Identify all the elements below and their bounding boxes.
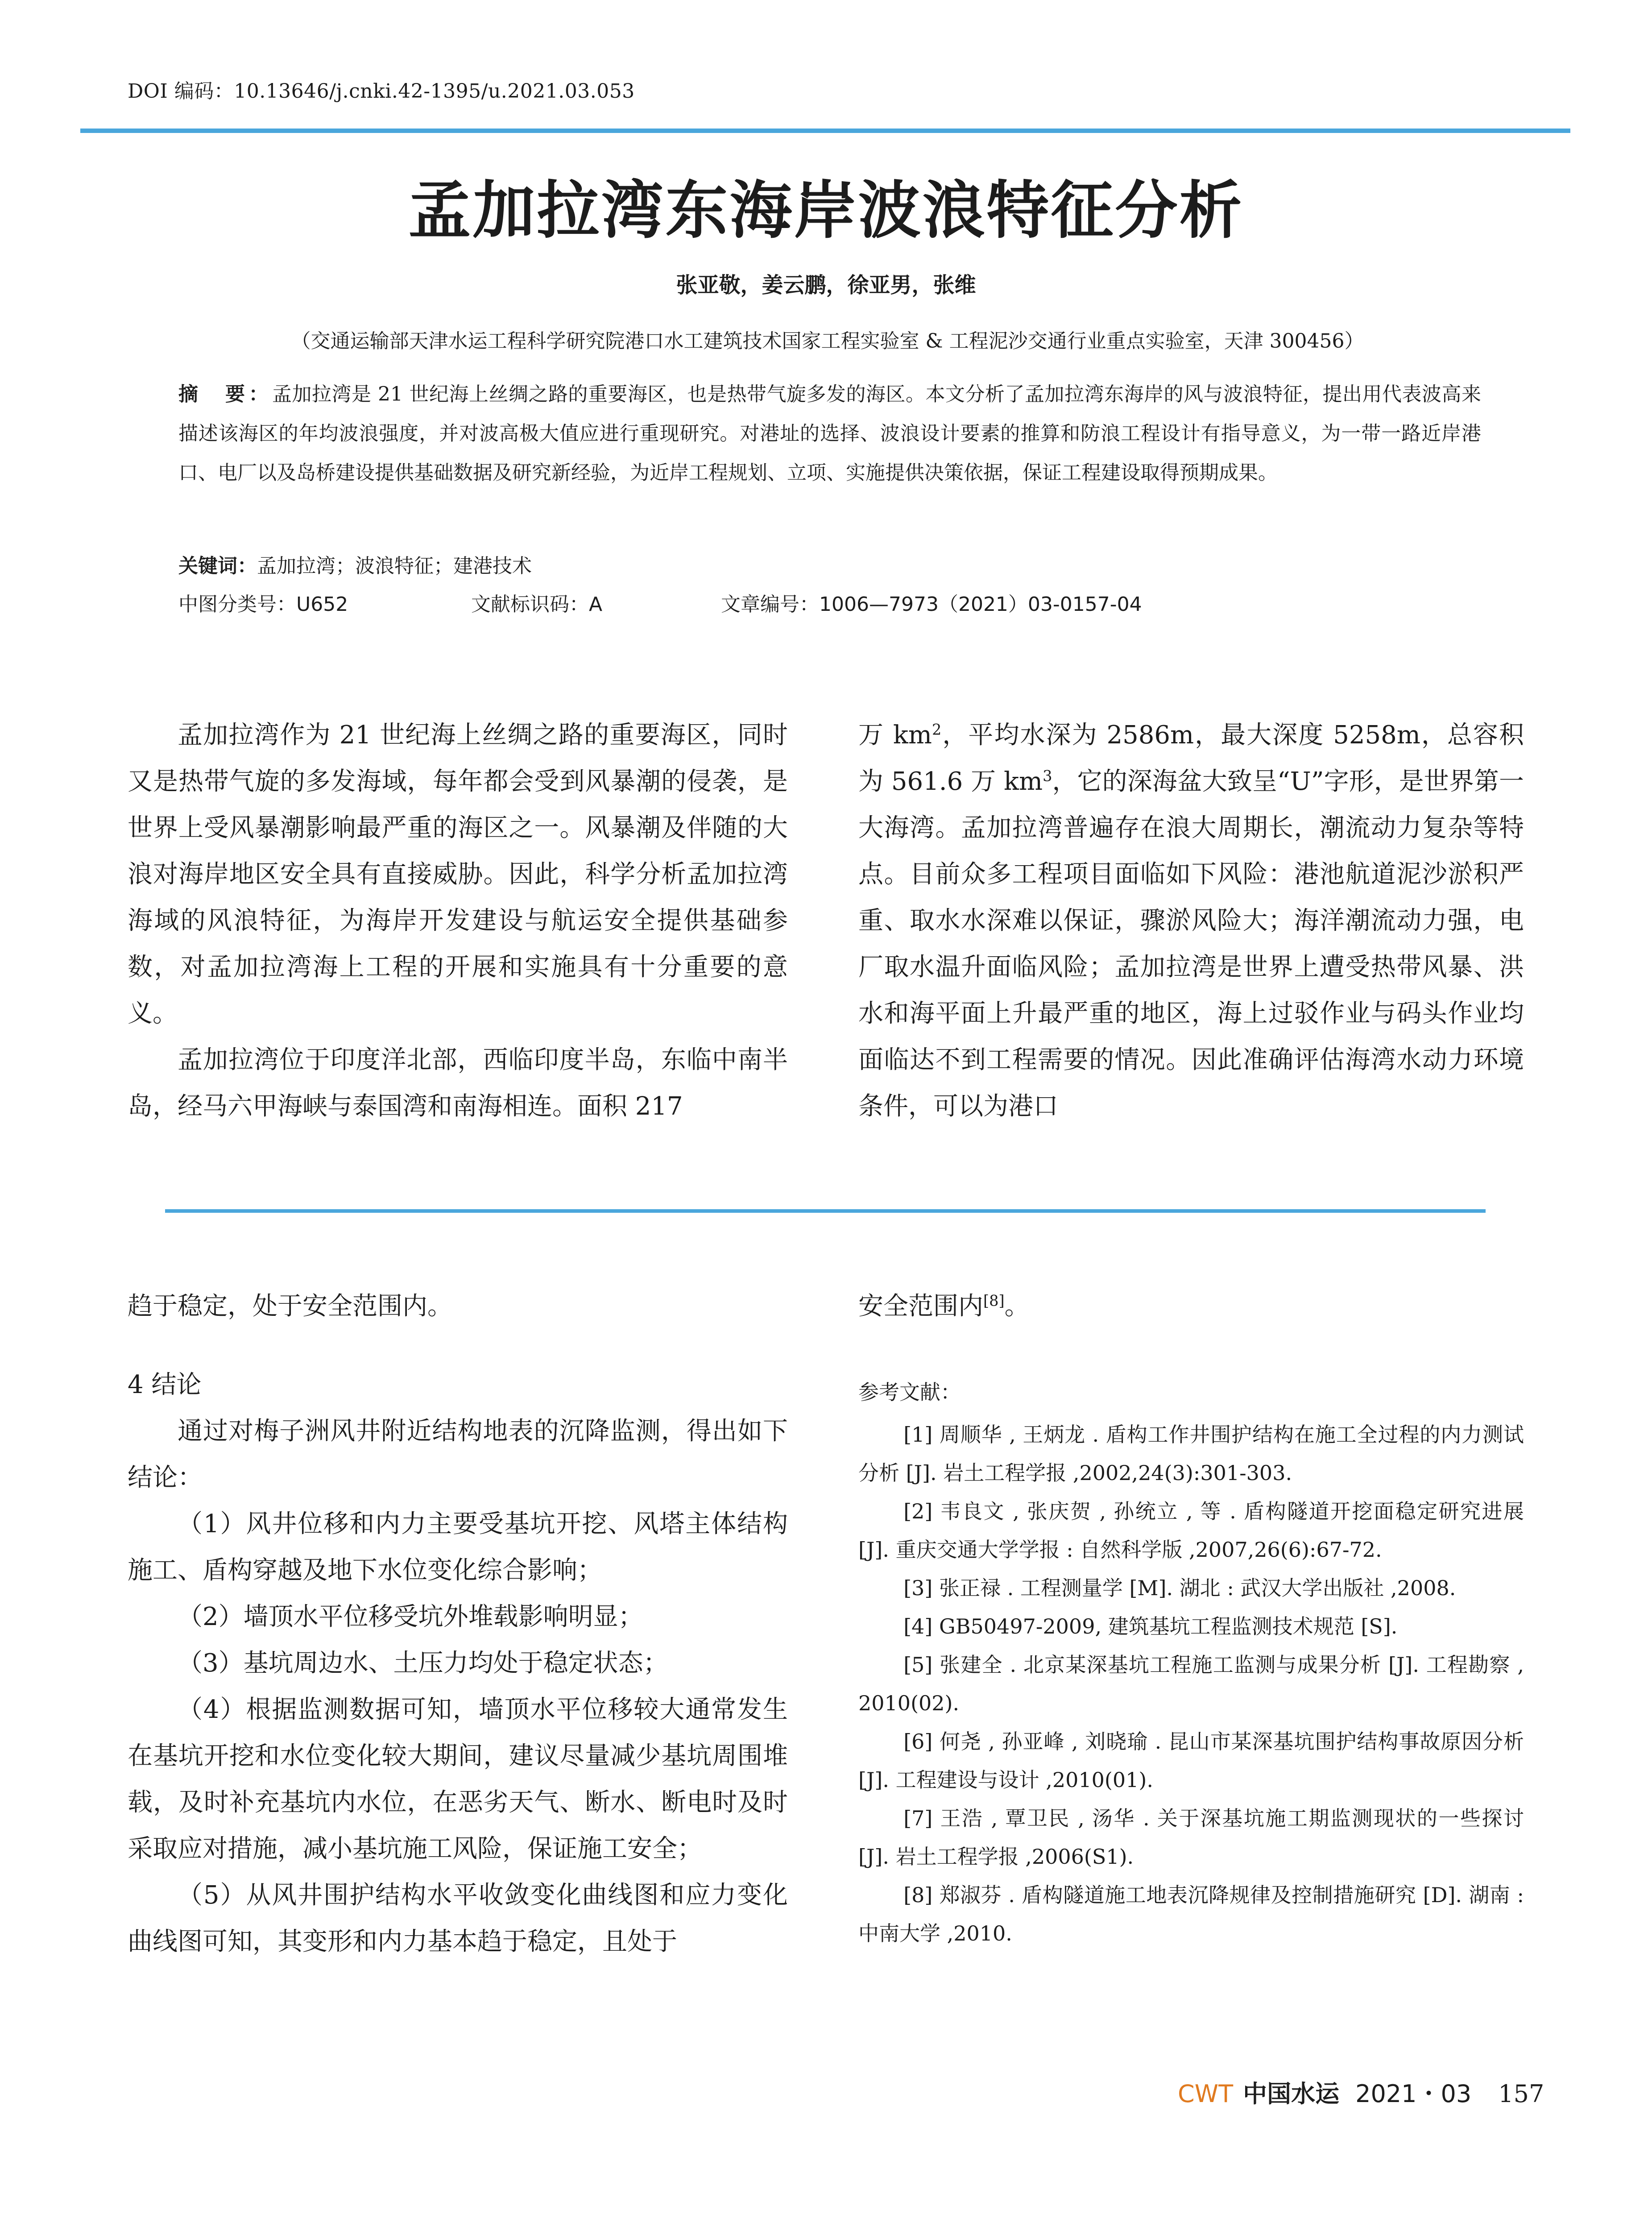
body-left-column-top [128,712,788,1130]
keywords-text: 孟加拉湾；波浪特征；建港技术 [257,555,532,577]
section-divider [165,1209,1486,1213]
paragraph: 孟加拉湾作为 21 世纪海上丝绸之路的重要海区，同时又是热带气旋的多发海域，每年都会受到风暴潮的侵袭，是世界上受风暴潮影响最严重的海区之一。风暴潮及伴随的大浪对海岸地区安全具有直接威胁。因此，科学分析孟加拉湾海域的风浪特征，为海岸开发建设与航运安全提供基础参数，对孟加拉湾海上工程的开展和实施具有十分重要的意义。 [128,721,788,1028]
journal-logo: CWT [1178,2080,1234,2108]
body-left-column-bottom [128,1283,788,1965]
list-item: （4）根据监测数据可知，墙顶水平位移较大通常发生在基坑开挖和水位变化较大期间，建议尽量减少基坑周围堆载，及时补充基坑内水位，在恶劣天气、断水、断电时及时采取应对措施，减小基坑施工风险，保证施工安全； [128,1695,788,1863]
list-item: （1）风井位移和内力主要受基坑开挖、风塔主体结构施工、盾构穿越及地下水位变化综合影响； [128,1509,788,1585]
paragraph: 趋于稳定，处于安全范围内。 [128,1292,452,1321]
reference-item: [7] 王浩 , 覃卫民 , 汤华 . 关于深基坑施工期监测现状的一些探讨 [J]. 岩土工程学报 ,2006(S1). [858,1806,1524,1869]
article-affiliation: （交通运输部天津水运工程科学研究院港口水工建筑技术国家工程实验室 & 工程泥沙交通行业重点实验室，天津 300456） [291,330,1364,352]
reference-item: [4] GB50497-2009, 建筑基坑工程监测技术规范 [S]. [903,1614,1398,1638]
paragraph: 万 $km^2$，平均水深为 2586m，最大深度 5258m，总容积为 561.6 万 $km^3$，它的深海盆大致呈“U”字形，是世界第一大海湾。孟加拉湾普遍存在浪大周期长，潮流动力复杂等特点。目前众多工程项目面临如下风险：港池航道泥沙淤积严重、取水水深难以保证，骤淤风险大；海洋潮流动力强，电厂取水温升面临风险；孟加拉湾是世界上遭受热带风暴、洪水和海平面上升最严重的地区，海上过驳作业与码头作业均面临达不到工程需要的情况。因此准确评估海湾水动力环境条件，可以为港口 [858,721,1524,1121]
header-divider [80,129,1570,133]
article-number: 文章编号：1006—7973（2021）03-0157-04 [721,593,1142,616]
list-item: （2）墙顶水平位移受坑外堆载影响明显； [178,1602,643,1631]
list-item: （3）基坑周边水、土压力均处于稳定状态； [178,1649,668,1678]
paragraph: 通过对梅子洲风井附近结构地表的沉降监测，得出如下结论： [128,1417,788,1492]
abstract-label: 摘 要： [178,383,273,406]
article-title: 孟加拉湾东海岸波浪特征分析 [408,174,1244,247]
references-heading: 参考文献： [858,1380,961,1404]
article-authors: 张亚敬，姜云鹏，徐亚男，张维 [676,273,976,298]
reference-item: [8] 郑淑芬 . 盾构隧道施工地表沉降规律及控制措施研究 [D]. 湖南 : 中南大学 ,2010. [858,1883,1524,1945]
page-number: 157 [1498,2080,1544,2108]
reference-item: [2] 韦良文 , 张庆贺 , 孙统立 , 等 . 盾构隧道开挖面稳定研究进展 [J]. 重庆交通大学学报 : 自然科学版 ,2007,26(6):67-72. [858,1499,1524,1562]
keywords-label: 关键词： [178,555,257,577]
classification-line [178,588,1472,619]
abstract-block [178,375,1481,493]
document-code: 文献标识码：A [471,593,603,616]
list-item: （5）从风井围护结构水平收敛变化曲线图和应力变化曲线图可知，其变形和内力基本趋于稳定，且处于 [128,1881,788,1956]
page-footer [1178,2075,1544,2109]
section-heading: 4 结论 [128,1370,202,1399]
abstract-text: 孟加拉湾是 21 世纪海上丝绸之路的重要海区，也是热带气旋多发的海区。本文分析了孟加拉湾东海岸的风与波浪特征，提出用代表波高来描述该海区的年均波浪强度，并对波高极大值应进行重现研究。对港址的选择、波浪设计要素的推算和防浪工程设计有指导意义，为一带一路近岸港口、电厂以及岛桥建设提供基础数据及研究新经验，为近岸工程规划、立项、实施提供决策依据，保证工程建设取得预期成果。 [178,383,1482,484]
reference-item: [1] 周顺华 , 王炳龙 . 盾构工作井围护结构在施工全过程的内力测试分析 [J]. 岩土工程学报 ,2002,24(3):301-303. [858,1422,1524,1485]
reference-item: [3] 张正禄 . 工程测量学 [M]. 湖北 : 武汉大学出版社 ,2008. [903,1576,1456,1600]
body-right-column-top [858,712,1524,1130]
paragraph: 孟加拉湾位于印度洋北部，西临印度半岛，东临中南半岛，经马六甲海峡与泰国湾和南海相连。面积 217 [128,1045,788,1121]
issue-number: 2021・03 [1355,2080,1472,2108]
reference-list [858,1415,1524,1953]
reference-item: [5] 张建全 . 北京某深基坑工程施工监测与成果分析 [J]. 工程勘察 , 2010(02). [858,1653,1524,1715]
journal-name: 中国水运 [1243,2079,1340,2108]
doi-line: DOI 编码：10.13646/j.cnki.42-1395/u.2021.03.053 [128,80,635,103]
paragraph: 安全范围内[8]。 [858,1292,1030,1321]
keywords-block [178,550,532,578]
body-right-column-bottom [858,1283,1524,1953]
clc-number: 中图分类号：U652 [178,593,348,616]
reference-item: [6] 何尧 , 孙亚峰 , 刘晓瑜 . 昆山市某深基坑围护结构事故原因分析 [J]. 工程建设与设计 ,2010(01). [858,1729,1524,1792]
